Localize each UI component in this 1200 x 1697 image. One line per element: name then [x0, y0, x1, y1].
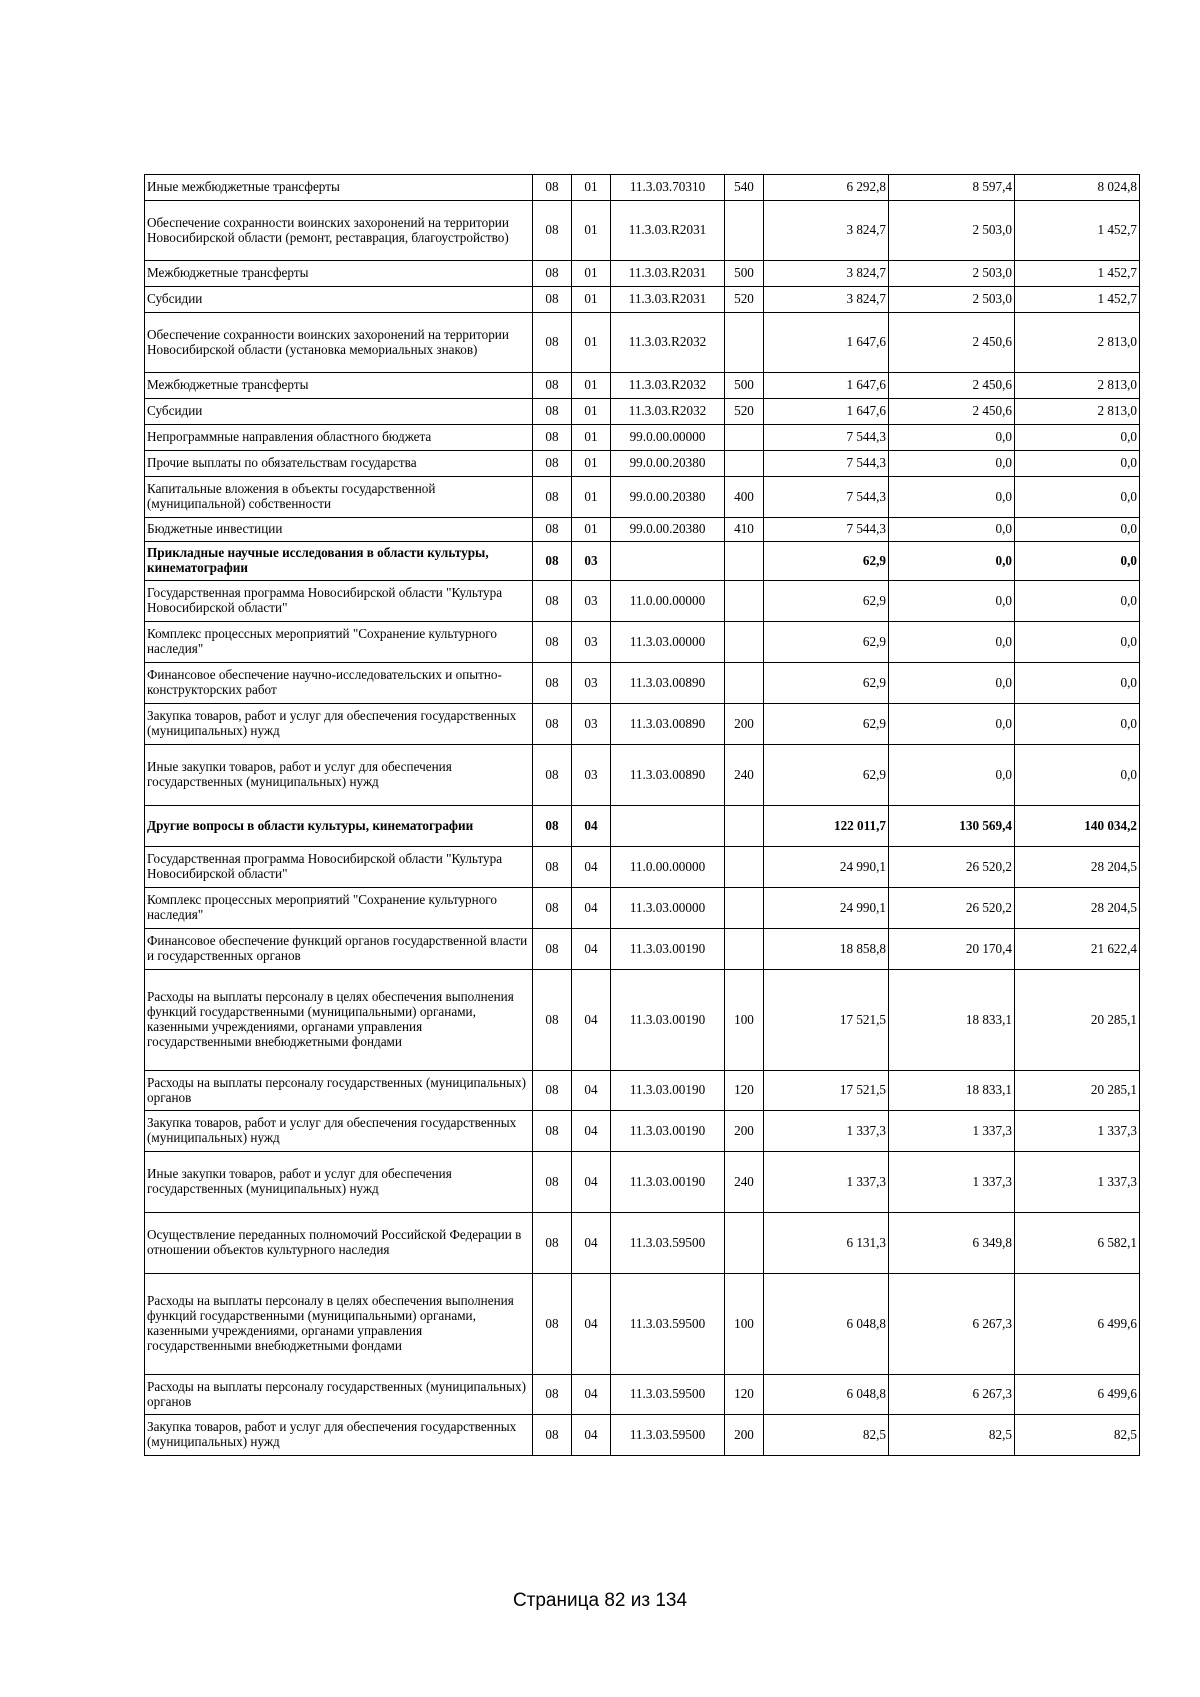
row-amount-2-cell: 0,0 — [889, 745, 1015, 806]
row-expense-type-cell — [725, 1213, 764, 1274]
row-amount-1-cell: 7 544,3 — [764, 425, 889, 451]
row-amount-3-cell: 0,0 — [1015, 542, 1140, 581]
row-amount-3-cell: 0,0 — [1015, 451, 1140, 477]
row-subsection-cell: 04 — [572, 1213, 611, 1274]
row-target-article-cell: 11.3.03.R2032 — [611, 373, 725, 399]
row-expense-type-cell — [725, 806, 764, 847]
row-target-article-cell: 11.3.03.00190 — [611, 929, 725, 970]
table-row — [145, 287, 1140, 313]
row-amount-2-cell: 2 450,6 — [889, 399, 1015, 425]
row-amount-1-cell: 6 292,8 — [764, 175, 889, 201]
row-target-article-cell — [611, 542, 725, 581]
row-target-article-cell: 99.0.00.20380 — [611, 518, 725, 542]
row-amount-3-cell: 140 034,2 — [1015, 806, 1140, 847]
row-name-cell: Прикладные научные исследования в области культуры, кинематографии — [145, 542, 533, 581]
row-subsection-cell: 01 — [572, 451, 611, 477]
table-row — [145, 581, 1140, 622]
row-amount-1-cell: 3 824,7 — [764, 261, 889, 287]
table-row — [145, 1111, 1140, 1152]
row-name-cell: Субсидии — [145, 287, 533, 313]
row-amount-1-cell: 24 990,1 — [764, 888, 889, 929]
row-expense-type-cell: 200 — [725, 704, 764, 745]
row-amount-1-cell: 1 647,6 — [764, 399, 889, 425]
row-subsection-cell: 03 — [572, 542, 611, 581]
row-amount-3-cell: 0,0 — [1015, 704, 1140, 745]
row-amount-2-cell: 6 349,8 — [889, 1213, 1015, 1274]
table-body — [145, 175, 1140, 1456]
row-section-cell: 08 — [533, 704, 572, 745]
row-name-cell: Обеспечение сохранности воинских захоронений на территории Новосибирской области (ремонт, реставрация, благоустройство) — [145, 201, 533, 261]
row-subsection-cell: 03 — [572, 581, 611, 622]
row-expense-type-cell — [725, 847, 764, 888]
row-subsection-cell: 01 — [572, 477, 611, 518]
row-subsection-cell: 01 — [572, 287, 611, 313]
row-section-cell: 08 — [533, 373, 572, 399]
row-name-cell: Расходы на выплаты персоналу в целях обеспечения выполнения функций государственными (муниципальными) органами, казенными учреждениями, органами управления государственными внебюджетными фондами — [145, 1274, 533, 1375]
row-target-article-cell: 11.3.03.00190 — [611, 1152, 725, 1213]
row-target-article-cell: 11.3.03.70310 — [611, 175, 725, 201]
row-subsection-cell: 04 — [572, 970, 611, 1071]
row-amount-2-cell: 0,0 — [889, 704, 1015, 745]
row-amount-3-cell: 82,5 — [1015, 1415, 1140, 1456]
row-target-article-cell: 11.3.03.59500 — [611, 1274, 725, 1375]
row-subsection-cell: 01 — [572, 313, 611, 373]
row-amount-3-cell: 6 582,1 — [1015, 1213, 1140, 1274]
row-name-cell: Расходы на выплаты персоналу в целях обеспечения выполнения функций государственными (муниципальными) органами, казенными учреждениями, органами управления государственными внебюджетными фондами — [145, 970, 533, 1071]
row-section-cell: 08 — [533, 287, 572, 313]
row-target-article-cell: 99.0.00.20380 — [611, 477, 725, 518]
row-target-article-cell: 11.3.03.R2031 — [611, 261, 725, 287]
row-expense-type-cell: 500 — [725, 373, 764, 399]
row-amount-2-cell: 0,0 — [889, 622, 1015, 663]
row-target-article-cell: 11.3.03.00890 — [611, 663, 725, 704]
row-amount-3-cell: 0,0 — [1015, 663, 1140, 704]
row-section-cell: 08 — [533, 1415, 572, 1456]
row-name-cell: Иные закупки товаров, работ и услуг для обеспечения государственных (муниципальных) нужд — [145, 1152, 533, 1213]
row-target-article-cell: 11.3.03.R2032 — [611, 399, 725, 425]
row-section-cell: 08 — [533, 581, 572, 622]
row-amount-1-cell: 7 544,3 — [764, 518, 889, 542]
row-subsection-cell: 04 — [572, 1415, 611, 1456]
row-section-cell: 08 — [533, 1274, 572, 1375]
row-expense-type-cell: 540 — [725, 175, 764, 201]
budget-table — [144, 174, 1140, 1456]
row-name-cell: Расходы на выплаты персоналу государственных (муниципальных) органов — [145, 1375, 533, 1415]
row-amount-2-cell: 2 450,6 — [889, 373, 1015, 399]
row-target-article-cell — [611, 806, 725, 847]
row-name-cell: Бюджетные инвестиции — [145, 518, 533, 542]
row-section-cell: 08 — [533, 622, 572, 663]
row-amount-1-cell: 17 521,5 — [764, 970, 889, 1071]
row-target-article-cell: 99.0.00.20380 — [611, 451, 725, 477]
row-section-cell: 08 — [533, 1375, 572, 1415]
row-subsection-cell: 04 — [572, 888, 611, 929]
row-expense-type-cell: 100 — [725, 1274, 764, 1375]
row-expense-type-cell — [725, 313, 764, 373]
row-expense-type-cell — [725, 581, 764, 622]
row-amount-3-cell: 1 452,7 — [1015, 261, 1140, 287]
row-amount-1-cell: 62,9 — [764, 745, 889, 806]
row-name-cell: Межбюджетные трансферты — [145, 373, 533, 399]
row-name-cell: Закупка товаров, работ и услуг для обеспечения государственных (муниципальных) нужд — [145, 1111, 533, 1152]
row-expense-type-cell — [725, 888, 764, 929]
row-name-cell: Иные закупки товаров, работ и услуг для обеспечения государственных (муниципальных) нужд — [145, 745, 533, 806]
row-amount-3-cell: 0,0 — [1015, 581, 1140, 622]
row-amount-1-cell: 6 048,8 — [764, 1274, 889, 1375]
row-target-article-cell: 11.0.00.00000 — [611, 581, 725, 622]
row-target-article-cell: 11.3.03.00000 — [611, 622, 725, 663]
row-amount-1-cell: 7 544,3 — [764, 451, 889, 477]
row-amount-1-cell: 122 011,7 — [764, 806, 889, 847]
row-subsection-cell: 03 — [572, 663, 611, 704]
row-name-cell: Субсидии — [145, 399, 533, 425]
row-target-article-cell: 11.3.03.59500 — [611, 1375, 725, 1415]
row-amount-3-cell: 21 622,4 — [1015, 929, 1140, 970]
row-amount-1-cell: 7 544,3 — [764, 477, 889, 518]
row-amount-3-cell: 1 452,7 — [1015, 201, 1140, 261]
row-subsection-cell: 01 — [572, 261, 611, 287]
row-amount-1-cell: 6 048,8 — [764, 1375, 889, 1415]
row-name-cell: Государственная программа Новосибирской области "Культура Новосибирской области" — [145, 581, 533, 622]
row-target-article-cell: 11.3.03.00890 — [611, 745, 725, 806]
table-row — [145, 888, 1140, 929]
table-row — [145, 477, 1140, 518]
row-amount-3-cell: 28 204,5 — [1015, 888, 1140, 929]
row-amount-2-cell: 18 833,1 — [889, 1071, 1015, 1111]
row-amount-1-cell: 6 131,3 — [764, 1213, 889, 1274]
table-row — [145, 451, 1140, 477]
row-expense-type-cell: 240 — [725, 745, 764, 806]
table-row — [145, 425, 1140, 451]
row-amount-2-cell: 18 833,1 — [889, 970, 1015, 1071]
row-section-cell: 08 — [533, 1111, 572, 1152]
table-row — [145, 399, 1140, 425]
row-subsection-cell: 01 — [572, 175, 611, 201]
row-section-cell: 08 — [533, 1152, 572, 1213]
row-section-cell: 08 — [533, 201, 572, 261]
row-amount-1-cell: 1 647,6 — [764, 313, 889, 373]
table-row — [145, 1375, 1140, 1415]
row-expense-type-cell — [725, 622, 764, 663]
row-section-cell: 08 — [533, 518, 572, 542]
row-subsection-cell: 04 — [572, 1071, 611, 1111]
row-amount-2-cell: 2 503,0 — [889, 287, 1015, 313]
table-row — [145, 970, 1140, 1071]
row-name-cell: Государственная программа Новосибирской области "Культура Новосибирской области" — [145, 847, 533, 888]
row-amount-2-cell: 8 597,4 — [889, 175, 1015, 201]
row-name-cell: Финансовое обеспечение функций органов государственной власти и государственных органов — [145, 929, 533, 970]
row-amount-1-cell: 62,9 — [764, 622, 889, 663]
row-target-article-cell: 11.3.03.59500 — [611, 1213, 725, 1274]
row-target-article-cell: 99.0.00.00000 — [611, 425, 725, 451]
row-expense-type-cell: 520 — [725, 287, 764, 313]
row-amount-3-cell: 6 499,6 — [1015, 1375, 1140, 1415]
row-target-article-cell: 11.3.03.R2032 — [611, 313, 725, 373]
row-name-cell: Иные межбюджетные трансферты — [145, 175, 533, 201]
row-amount-2-cell: 0,0 — [889, 663, 1015, 704]
table-row — [145, 745, 1140, 806]
row-expense-type-cell: 200 — [725, 1111, 764, 1152]
row-expense-type-cell — [725, 451, 764, 477]
row-amount-3-cell: 2 813,0 — [1015, 313, 1140, 373]
row-amount-2-cell: 0,0 — [889, 451, 1015, 477]
row-expense-type-cell: 240 — [725, 1152, 764, 1213]
row-amount-2-cell: 26 520,2 — [889, 847, 1015, 888]
row-target-article-cell: 11.3.03.00190 — [611, 1071, 725, 1111]
table-row — [145, 261, 1140, 287]
row-amount-1-cell: 62,9 — [764, 704, 889, 745]
table-row — [145, 1071, 1140, 1111]
row-name-cell: Комплекс процессных мероприятий "Сохранение культурного наследия" — [145, 622, 533, 663]
row-section-cell: 08 — [533, 399, 572, 425]
row-amount-3-cell: 2 813,0 — [1015, 373, 1140, 399]
row-amount-3-cell: 28 204,5 — [1015, 847, 1140, 888]
row-target-article-cell: 11.3.03.00190 — [611, 1111, 725, 1152]
row-section-cell: 08 — [533, 847, 572, 888]
row-target-article-cell: 11.3.03.00890 — [611, 704, 725, 745]
row-section-cell: 08 — [533, 888, 572, 929]
row-amount-1-cell: 1 337,3 — [764, 1152, 889, 1213]
row-expense-type-cell — [725, 542, 764, 581]
row-expense-type-cell: 500 — [725, 261, 764, 287]
row-name-cell: Межбюджетные трансферты — [145, 261, 533, 287]
row-subsection-cell: 03 — [572, 704, 611, 745]
row-section-cell: 08 — [533, 1213, 572, 1274]
row-amount-3-cell: 6 499,6 — [1015, 1274, 1140, 1375]
row-amount-3-cell: 20 285,1 — [1015, 1071, 1140, 1111]
table-row — [145, 847, 1140, 888]
row-subsection-cell: 01 — [572, 425, 611, 451]
row-subsection-cell: 04 — [572, 806, 611, 847]
row-section-cell: 08 — [533, 542, 572, 581]
row-expense-type-cell: 200 — [725, 1415, 764, 1456]
row-name-cell: Осуществление переданных полномочий Российской Федерации в отношении объектов культурного наследия — [145, 1213, 533, 1274]
row-name-cell: Обеспечение сохранности воинских захоронений на территории Новосибирской области (установка мемориальных знаков) — [145, 313, 533, 373]
row-amount-2-cell: 2 503,0 — [889, 261, 1015, 287]
row-amount-2-cell: 0,0 — [889, 477, 1015, 518]
row-amount-2-cell: 2 450,6 — [889, 313, 1015, 373]
table-row — [145, 313, 1140, 373]
row-expense-type-cell: 120 — [725, 1375, 764, 1415]
row-section-cell: 08 — [533, 806, 572, 847]
row-amount-3-cell: 2 813,0 — [1015, 399, 1140, 425]
row-amount-2-cell: 6 267,3 — [889, 1375, 1015, 1415]
row-amount-3-cell: 0,0 — [1015, 477, 1140, 518]
row-amount-1-cell: 17 521,5 — [764, 1071, 889, 1111]
row-name-cell: Другие вопросы в области культуры, кинематографии — [145, 806, 533, 847]
row-name-cell: Прочие выплаты по обязательствам государства — [145, 451, 533, 477]
row-subsection-cell: 04 — [572, 1152, 611, 1213]
row-subsection-cell: 04 — [572, 847, 611, 888]
page-number: Страница 82 из 134 — [512, 1590, 688, 1611]
row-amount-1-cell: 62,9 — [764, 581, 889, 622]
row-subsection-cell: 01 — [572, 518, 611, 542]
row-section-cell: 08 — [533, 313, 572, 373]
row-expense-type-cell — [725, 663, 764, 704]
row-section-cell: 08 — [533, 970, 572, 1071]
table-row — [145, 663, 1140, 704]
row-amount-3-cell: 20 285,1 — [1015, 970, 1140, 1071]
table-row — [145, 175, 1140, 201]
row-expense-type-cell: 120 — [725, 1071, 764, 1111]
table-row — [145, 201, 1140, 261]
row-subsection-cell: 01 — [572, 201, 611, 261]
row-subsection-cell: 01 — [572, 373, 611, 399]
row-target-article-cell: 11.3.03.00190 — [611, 970, 725, 1071]
row-expense-type-cell: 410 — [725, 518, 764, 542]
row-amount-2-cell: 0,0 — [889, 581, 1015, 622]
row-amount-1-cell: 3 824,7 — [764, 287, 889, 313]
row-amount-1-cell: 62,9 — [764, 542, 889, 581]
row-amount-2-cell: 130 569,4 — [889, 806, 1015, 847]
row-section-cell: 08 — [533, 929, 572, 970]
row-target-article-cell: 11.0.00.00000 — [611, 847, 725, 888]
row-amount-2-cell: 2 503,0 — [889, 201, 1015, 261]
table-row — [145, 1213, 1140, 1274]
row-subsection-cell: 03 — [572, 622, 611, 663]
row-target-article-cell: 11.3.03.R2031 — [611, 287, 725, 313]
row-section-cell: 08 — [533, 425, 572, 451]
row-amount-3-cell: 0,0 — [1015, 518, 1140, 542]
row-subsection-cell: 04 — [572, 1111, 611, 1152]
row-expense-type-cell: 100 — [725, 970, 764, 1071]
row-name-cell: Закупка товаров, работ и услуг для обеспечения государственных (муниципальных) нужд — [145, 1415, 533, 1456]
table-row — [145, 929, 1140, 970]
row-section-cell: 08 — [533, 175, 572, 201]
row-name-cell: Непрограммные направления областного бюджета — [145, 425, 533, 451]
row-section-cell: 08 — [533, 663, 572, 704]
row-name-cell: Расходы на выплаты персоналу государственных (муниципальных) органов — [145, 1071, 533, 1111]
row-amount-2-cell: 20 170,4 — [889, 929, 1015, 970]
row-amount-2-cell: 0,0 — [889, 518, 1015, 542]
row-name-cell: Закупка товаров, работ и услуг для обеспечения государственных (муниципальных) нужд — [145, 704, 533, 745]
table-row — [145, 622, 1140, 663]
row-subsection-cell: 04 — [572, 1274, 611, 1375]
row-target-article-cell: 11.3.03.59500 — [611, 1415, 725, 1456]
row-amount-1-cell: 82,5 — [764, 1415, 889, 1456]
row-amount-1-cell: 62,9 — [764, 663, 889, 704]
table-row — [145, 704, 1140, 745]
row-expense-type-cell — [725, 201, 764, 261]
row-amount-2-cell: 1 337,3 — [889, 1152, 1015, 1213]
row-name-cell: Финансовое обеспечение научно-исследовательских и опытно-конструкторских работ — [145, 663, 533, 704]
row-section-cell: 08 — [533, 451, 572, 477]
row-subsection-cell: 03 — [572, 745, 611, 806]
row-expense-type-cell — [725, 425, 764, 451]
row-amount-3-cell: 1 452,7 — [1015, 287, 1140, 313]
table-row — [145, 373, 1140, 399]
row-expense-type-cell: 520 — [725, 399, 764, 425]
row-name-cell: Капитальные вложения в объекты государственной (муниципальной) собственности — [145, 477, 533, 518]
table-row — [145, 1415, 1140, 1456]
row-section-cell: 08 — [533, 1071, 572, 1111]
row-name-cell: Комплекс процессных мероприятий "Сохранение культурного наследия" — [145, 888, 533, 929]
row-amount-3-cell: 1 337,3 — [1015, 1111, 1140, 1152]
row-amount-3-cell: 1 337,3 — [1015, 1152, 1140, 1213]
row-section-cell: 08 — [533, 745, 572, 806]
row-expense-type-cell: 400 — [725, 477, 764, 518]
row-amount-2-cell: 0,0 — [889, 542, 1015, 581]
row-amount-3-cell: 8 024,8 — [1015, 175, 1140, 201]
table-row — [145, 518, 1140, 542]
table-row — [145, 1274, 1140, 1375]
row-expense-type-cell — [725, 929, 764, 970]
row-amount-2-cell: 26 520,2 — [889, 888, 1015, 929]
row-target-article-cell: 11.3.03.R2031 — [611, 201, 725, 261]
row-section-cell: 08 — [533, 477, 572, 518]
row-amount-1-cell: 24 990,1 — [764, 847, 889, 888]
row-amount-3-cell: 0,0 — [1015, 425, 1140, 451]
row-amount-1-cell: 3 824,7 — [764, 201, 889, 261]
table-row — [145, 542, 1140, 581]
row-amount-1-cell: 1 337,3 — [764, 1111, 889, 1152]
row-section-cell: 08 — [533, 261, 572, 287]
row-amount-2-cell: 82,5 — [889, 1415, 1015, 1456]
row-amount-2-cell: 0,0 — [889, 425, 1015, 451]
row-subsection-cell: 01 — [572, 399, 611, 425]
row-amount-3-cell: 0,0 — [1015, 622, 1140, 663]
row-amount-2-cell: 6 267,3 — [889, 1274, 1015, 1375]
row-amount-1-cell: 1 647,6 — [764, 373, 889, 399]
row-subsection-cell: 04 — [572, 1375, 611, 1415]
row-subsection-cell: 04 — [572, 929, 611, 970]
row-amount-1-cell: 18 858,8 — [764, 929, 889, 970]
row-amount-3-cell: 0,0 — [1015, 745, 1140, 806]
table-row — [145, 1152, 1140, 1213]
row-amount-2-cell: 1 337,3 — [889, 1111, 1015, 1152]
row-target-article-cell: 11.3.03.00000 — [611, 888, 725, 929]
table-row — [145, 806, 1140, 847]
